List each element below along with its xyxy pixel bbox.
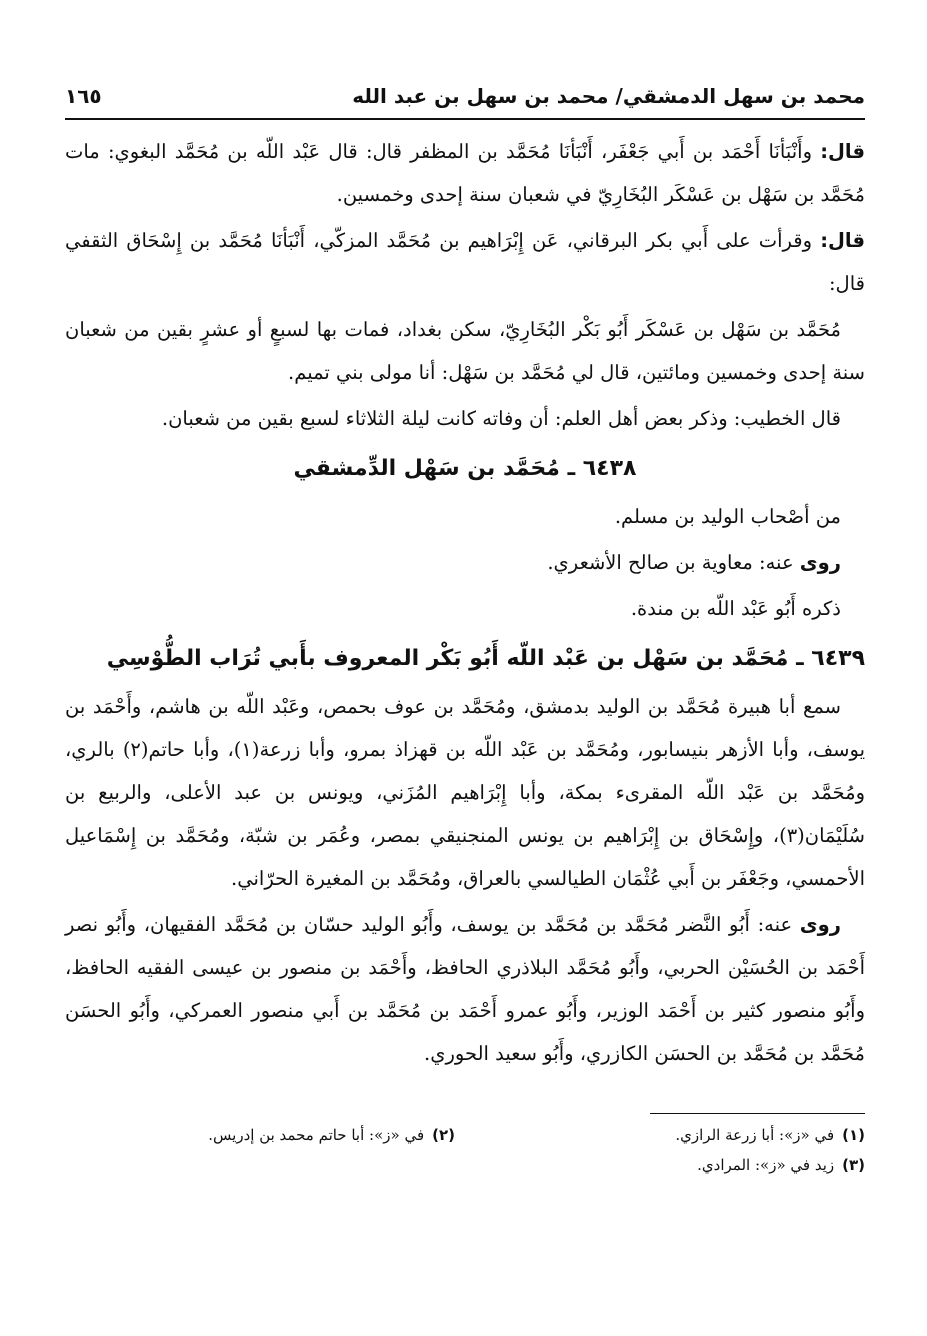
entry-6438-line-1 [65, 495, 865, 538]
page-header [65, 70, 865, 120]
entry-6438-line-2 [65, 541, 865, 584]
footnote-text: زيد في «ز»: المرادي. [697, 1156, 835, 1174]
footnote-number: (٣) [842, 1156, 865, 1174]
paragraph-text: عنه: معاوية بن صالح الأشعري. [547, 551, 800, 574]
entry-title-6438: ٦٤٣٨ ـ مُحَمَّد بن سَهْل الدِّمشقي [293, 456, 637, 481]
footnote-1 [475, 1120, 865, 1150]
entry-6438-line-3 [65, 587, 865, 630]
page-number: ١٦٥ [65, 84, 102, 108]
paragraph-qal-1 [65, 130, 865, 216]
paragraph-text: وأَنْبَأنَا أَحْمَد بن أَبي جَعْفَر، أَنْبَأنَا مُحَمَّد بن المظفر قال: قال عَبْد اللّه بن مُحَمَّد البغوي: مات مُحَمَّد بن سَهْل بن عَسْكَر البُخَارِيّ في شعبان سنة إحدى وخمسين. [65, 140, 865, 206]
footnote-separator [650, 1113, 865, 1114]
footnote-number: (٢) [432, 1126, 455, 1144]
lead-word: قال: [820, 229, 865, 252]
paragraph-text: سمع أبا هبيرة مُحَمَّد بن الوليد بدمشق، ومُحَمَّد بن عوف بحمص، وعَبْد اللّه بن هاشم، وأَحْمَد بن يوسف، وأبا الأزهر بنيسابور، ومُحَمَّد بن عَبْد اللّه بن قهزاذ بمرو، وأبا زرعة(١)، وأبا حاتم(٢) بالري، ومُحَمَّد بن عَبْد اللّه المقرىء بمكة، وأبا إِبْرَاهيم المُزَني، ويونس بن عبد الأعلى، والربيع بن سُلَيْمَان(٣)، وإِسْحَاق بن إِبْرَاهيم بن يونس المنجنيقي بمصر، وعُمَر بن شبّة، ومُحَمَّد بن إِسْمَاعيل الأحمسي، وجَعْفَر بن أَبي عُثْمَان الطيالسي بالعراق، ومُحَمَّد بن المغيرة الحرّاني. [65, 695, 865, 890]
paragraph-text: عنه: أَبُو النَّضر مُحَمَّد بن مُحَمَّد بن يوسف، وأَبُو الوليد حسّان بن مُحَمَّد الفقيهان، وأَبُو نصر أَحْمَد بن الحُسَيْن الحربي، وأَبُو مُحَمَّد البلاذري الحافظ، وأَحْمَد بن منصور بن عيسى الفقيه الحافظ، وأَبُو منصور كثير بن أَحْمَد الوزير، وأَبُو عمرو أَحْمَد بن مُحَمَّد بن أَبي منصور العمركي، وأَبُو الحسَن مُحَمَّد بن مُحَمَّد بن الحسَن الكازري، وأَبُو سعيد الحوري. [65, 913, 865, 1065]
book-page [65, 70, 865, 1180]
paragraph-text: ذكره أَبُو عَبْد اللّه بن مندة. [630, 597, 841, 620]
paragraph-text: وقرأت على أَبي بكر البرقاني، عَن إِبْرَاهيم بن مُحَمَّد المزكّي، أَنْبَأنَا مُحَمَّد بن إِسْحَاق الثقفي قال: [65, 229, 865, 295]
lead-word: قال: [820, 140, 865, 163]
paragraph-qal-2 [65, 219, 865, 305]
footnote-text: في «ز»: أبا حاتم محمد بن إدريس. [208, 1126, 425, 1144]
footnote-2 [65, 1120, 455, 1150]
page-body [65, 130, 865, 1180]
footnote-row [65, 1150, 865, 1180]
paragraph-text: قال الخطيب: وذكر بعض أهل العلم: أن وفاته كانت ليلة الثلاثاء لسبع بقين من شعبان. [161, 407, 841, 430]
footnote-text: في «ز»: أبا زرعة الرازي. [675, 1126, 835, 1144]
footnote-row [65, 1120, 865, 1150]
footnote-number: (١) [842, 1126, 865, 1144]
paragraph-khatib [65, 397, 865, 440]
entry-title-6439: ٦٤٣٩ ـ مُحَمَّد بن سَهْل بن عَبْد اللّه أَبُو بَكْر المعروف بأَبي تُرَاب الطُّوْسِي [106, 646, 865, 671]
entry-6439-paragraph-1 [65, 685, 865, 900]
lead-word: روى [799, 551, 841, 574]
footnotes [65, 1120, 865, 1180]
paragraph-text: مُحَمَّد بن سَهْل بن عَسْكَر أَبُو بَكْر البُخَارِيّ، سكن بغداد، فمات بها لسبعٍ أو عشرٍ بقين من شعبان سنة إحدى وخمسين ومائتين، قال لي مُحَمَّد بن سَهْل: أنا مولى بني تميم. [65, 318, 865, 384]
paragraph-text: من أصْحاب الوليد بن مسلم. [614, 505, 841, 528]
footnote-3 [475, 1150, 865, 1180]
entry-6439-paragraph-2 [65, 903, 865, 1075]
lead-word: روى [799, 913, 841, 936]
running-title: محمد بن سهل الدمشقي/ محمد بن سهل بن عبد الله [352, 84, 865, 108]
paragraph-biography [65, 308, 865, 394]
